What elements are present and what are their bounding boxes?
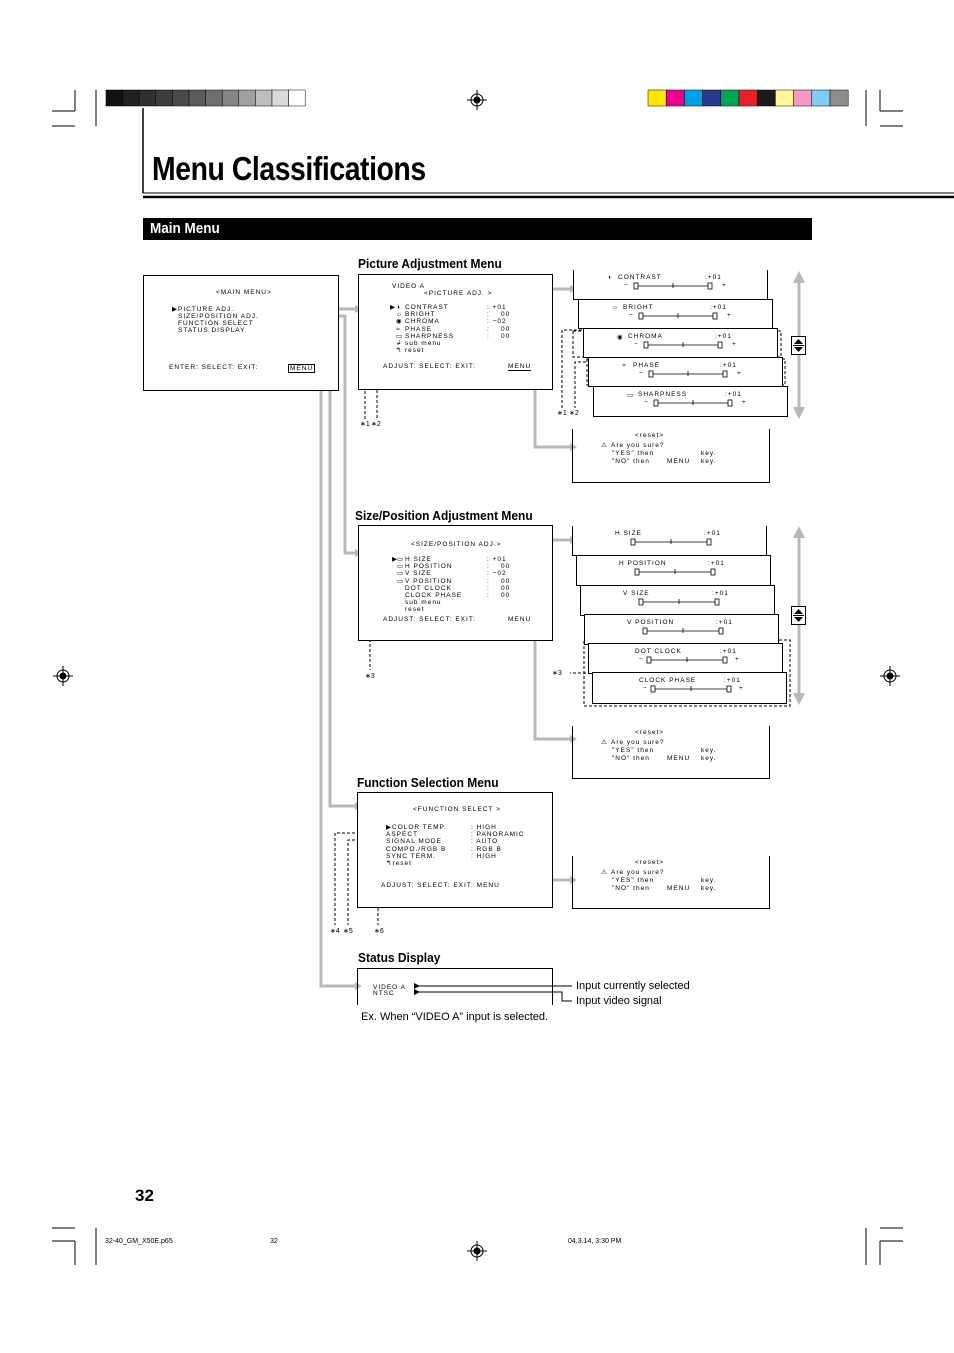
size-menu-exit-key: MENU — [508, 616, 532, 623]
picture-menu-row — [390, 304, 540, 311]
submenu-plus: + — [742, 399, 747, 406]
pointer-icon: ▶ — [392, 556, 398, 563]
size-sub-note: ∗3 — [552, 670, 562, 677]
size-menu-row — [392, 585, 542, 592]
setting-icon: ☼ — [396, 311, 403, 319]
color-swatch — [794, 90, 812, 106]
reset-question: Are you sure? — [611, 442, 665, 449]
slider-track-icon — [585, 615, 586, 616]
picture-menu-row — [390, 333, 540, 340]
picture-menu-row — [390, 326, 540, 333]
main-menu-screen — [143, 275, 339, 391]
submenu-minus: − — [634, 341, 639, 348]
picture-note-2: ∗2 — [371, 421, 381, 428]
picture-menu-source: VIDEO A — [392, 283, 426, 290]
color-swatch — [684, 90, 702, 106]
monitor-icon: ▭ — [397, 563, 405, 571]
size-submenu-row — [576, 555, 771, 586]
setting-label: V SIZE — [405, 570, 432, 578]
monitor-icon: ▭ — [397, 570, 405, 578]
size-reset-dialog — [572, 726, 770, 779]
size-submenu-row — [584, 614, 779, 645]
picture-menu-row — [390, 340, 540, 347]
reset-title: <reset> — [635, 859, 665, 866]
submenu-minus: − — [624, 282, 629, 289]
registration-mark-top — [467, 90, 487, 110]
function-menu-screen — [357, 792, 553, 908]
warning-icon: ⚠ — [601, 869, 608, 876]
submenu-value: :+01 — [704, 530, 721, 537]
picture-scroll-indicator-icon — [791, 336, 806, 355]
reset-question: Are you sure? — [611, 869, 665, 876]
picture-arrowheads — [570, 285, 577, 451]
reset-no-line: "NO" then — [612, 755, 650, 762]
function-menu-row — [386, 824, 546, 831]
pointer-icon: ▶ — [390, 304, 396, 311]
warning-icon: ⚠ — [601, 442, 608, 449]
setting-value: : 00 — [487, 325, 511, 333]
size-menu-row — [392, 599, 542, 606]
footer-file-name: 32-40_GM_X50E.p65 — [105, 1238, 173, 1245]
setting-icon: ◑ — [396, 304, 401, 311]
setting-label: H SIZE — [405, 556, 432, 563]
setting-value: : HIGH — [471, 824, 497, 831]
submenu-plus: + — [727, 312, 732, 319]
size-submenu-row — [572, 526, 767, 556]
function-menu-title: <FUNCTION SELECT > — [413, 806, 501, 813]
grayscale-bar — [106, 90, 305, 106]
main-menu-item-status: STATUS DISPLAY — [178, 327, 246, 334]
setting-value: : −02 — [487, 318, 507, 326]
color-swatch — [739, 90, 757, 106]
setting-label: ASPECT — [386, 831, 419, 839]
picture-sub-note-2: ∗2 — [569, 410, 579, 417]
size-scroll-indicator-icon — [791, 606, 806, 625]
setting-label: sub menu — [405, 599, 442, 607]
submenu-value: :+01 — [712, 590, 729, 597]
setting-label: PHASE — [405, 325, 433, 333]
reset-no-key: key. — [701, 458, 717, 465]
submenu-setting-icon: ☼ — [612, 304, 619, 311]
grayscale-swatch — [272, 90, 289, 106]
setting-value: : 00 — [487, 577, 511, 585]
setting-label: BRIGHT — [405, 311, 436, 319]
slider-track-icon — [574, 270, 575, 271]
setting-label: SHARPNESS — [405, 332, 455, 340]
footer-page: 32 — [270, 1238, 278, 1245]
status-line-2: NTSC — [373, 990, 395, 997]
color-swatch — [703, 90, 721, 106]
reset-yes-key: key. — [701, 877, 717, 884]
main-menu-title: <MAIN MENU> — [216, 289, 272, 296]
submenu-label: SHARPNESS — [638, 391, 688, 398]
submenu-value: :+01 — [720, 648, 737, 655]
picture-menu-screen — [358, 274, 553, 390]
size-submenu-row — [592, 672, 787, 704]
size-menu-footer: ADJUST: SELECT: EXIT: — [383, 616, 476, 623]
picture-menu-row — [390, 347, 540, 354]
setting-value: : 00 — [487, 592, 511, 599]
setting-icon: ↰ — [396, 347, 403, 355]
page-number: 32 — [135, 1186, 154, 1205]
setting-label: reset — [405, 606, 425, 614]
submenu-value: :+01 — [720, 362, 737, 369]
registration-mark-bottom — [467, 1241, 487, 1261]
reset-no-line: "NO" then — [612, 885, 650, 892]
status-section-title: Status Display — [358, 950, 441, 965]
function-note-4: ∗4 — [330, 928, 340, 935]
function-menu-row — [386, 838, 546, 845]
function-menu-row — [386, 846, 546, 853]
grayscale-swatch — [222, 90, 239, 106]
setting-value: : 00 — [487, 311, 511, 319]
main-menu-exit-key: MENU — [290, 365, 314, 372]
picture-menu-exit-key: MENU — [508, 363, 532, 370]
size-menu-row — [392, 578, 542, 585]
reset-yes-line: "YES" then — [612, 747, 655, 754]
function-menu-footer: ADJUST: SELECT: EXIT: MENU — [381, 882, 500, 889]
submenu-setting-icon: ◑ — [607, 274, 612, 281]
status-callout-selected: Input currently selected — [576, 980, 690, 992]
picture-note-1: ∗1 — [360, 421, 370, 428]
submenu-minus: − — [629, 312, 634, 319]
submenu-plus: + — [735, 656, 740, 663]
function-section-title: Function Selection Menu — [357, 775, 499, 790]
grayscale-swatch — [255, 90, 272, 106]
main-menu-heading-bar — [143, 218, 812, 240]
size-menu-row — [392, 606, 542, 613]
monitor-icon: ▭ — [397, 577, 405, 585]
setting-value: : −02 — [487, 570, 507, 578]
picture-reset-dialog — [572, 429, 770, 483]
picture-submenu-chroma — [583, 328, 778, 358]
reset-no-menu-key: MENU — [667, 755, 691, 762]
size-menu-screen — [358, 525, 553, 641]
setting-value: : 00 — [487, 584, 511, 592]
color-swatch — [666, 90, 684, 106]
reset-yes-key: key. — [701, 747, 717, 754]
setting-label: V POSITION — [405, 577, 453, 585]
status-line-1: VIDEO A — [373, 984, 407, 991]
submenu-plus: + — [737, 370, 742, 377]
reset-question: Are you sure? — [611, 739, 665, 746]
setting-value: : +01 — [487, 556, 507, 563]
grayscale-swatch — [139, 90, 156, 106]
submenu-minus: − — [643, 685, 648, 692]
submenu-value: :+01 — [715, 333, 732, 340]
submenu-label: CHROMA — [628, 333, 663, 340]
main-menu-item-size: SIZE/POSITION ADJ. — [178, 313, 259, 320]
color-swatch — [830, 90, 848, 106]
submenu-label: CLOCK PHASE — [639, 677, 697, 684]
grayscale-swatch — [289, 90, 306, 106]
main-menu-item-function: FUNCTION SELECT — [178, 320, 254, 327]
slider-track-icon — [579, 300, 580, 301]
size-menu-row — [392, 570, 542, 577]
submenu-plus: + — [739, 685, 744, 692]
size-menu-row — [392, 563, 542, 570]
picture-submenu-sharpness — [593, 386, 788, 417]
reset-title: <reset> — [635, 432, 665, 439]
color-swatch — [812, 90, 830, 106]
submenu-value: :+01 — [705, 274, 722, 281]
grayscale-swatch — [106, 90, 123, 106]
color-swatch — [721, 90, 739, 106]
size-submenu-row — [588, 643, 783, 674]
setting-icon: ▭ — [396, 332, 404, 340]
function-note-6: ∗6 — [374, 928, 384, 935]
monitor-icon: ▭ — [397, 556, 405, 563]
setting-value: : 00 — [487, 332, 511, 340]
grayscale-swatch — [206, 90, 223, 106]
grayscale-swatch — [189, 90, 206, 106]
grayscale-swatch — [172, 90, 189, 106]
slider-track-icon — [594, 387, 595, 388]
setting-label: CONTRAST — [405, 304, 449, 311]
submenu-label: V POSITION — [627, 619, 675, 626]
reset-yes-key: key. — [701, 450, 717, 457]
main-menu-footer: ENTER: SELECT: EXIT: — [169, 364, 259, 371]
setting-label: CHROMA — [405, 318, 440, 326]
function-menu-row — [386, 853, 546, 860]
warning-icon: ⚠ — [601, 739, 608, 746]
picture-menu-row — [390, 318, 540, 325]
size-menu-title: <SIZE/POSITION ADJ.> — [411, 541, 502, 548]
setting-value: : 00 — [487, 563, 511, 571]
footer-date: 04.3.14, 3:30 PM — [568, 1238, 622, 1245]
slider-track-icon — [589, 358, 590, 359]
submenu-label: BRIGHT — [623, 304, 654, 311]
setting-label: CLOCK PHASE — [405, 592, 463, 599]
size-submenu-row — [580, 585, 775, 616]
setting-label: ▶COLOR TEMP. — [386, 824, 447, 831]
reset-no-key: key. — [701, 885, 717, 892]
registration-mark-right — [880, 666, 900, 686]
setting-value: : RGB B — [471, 845, 502, 853]
submenu-value: :+01 — [716, 619, 733, 626]
slider-track-icon — [584, 329, 585, 330]
setting-value: : +01 — [487, 304, 507, 311]
setting-label: SIGNAL MODE — [386, 838, 442, 846]
reset-yes-line: "YES" then — [612, 450, 655, 457]
setting-icon: ◉ — [396, 318, 403, 326]
setting-value: : HIGH — [471, 852, 497, 860]
submenu-setting-icon: ▭ — [627, 392, 635, 399]
picture-submenu-phase — [588, 357, 783, 387]
registration-mark-left — [53, 666, 73, 686]
submenu-value: :+01 — [725, 391, 742, 398]
size-section-title: Size/Position Adjustment Menu — [355, 508, 533, 523]
reset-no-menu-key: MENU — [667, 885, 691, 892]
reset-title: <reset> — [635, 729, 665, 736]
picture-sub-note-1: ∗1 — [557, 410, 567, 417]
grayscale-swatch — [156, 90, 173, 106]
size-note: ∗3 — [365, 673, 375, 680]
slider-track-icon — [593, 673, 594, 674]
setting-label: reset — [405, 347, 425, 355]
reset-no-menu-key: MENU — [667, 458, 691, 465]
status-callout-signal: Input video signal — [576, 995, 662, 1007]
main-menu-connectors — [243, 309, 355, 986]
picture-submenu-bright — [578, 299, 773, 329]
submenu-minus: − — [639, 656, 644, 663]
picture-menu-title: <PICTURE ADJ. > — [424, 290, 493, 297]
function-menu-row — [386, 860, 546, 867]
color-swatch — [648, 90, 666, 106]
submenu-minus: − — [644, 399, 649, 406]
size-menu-row — [392, 556, 542, 563]
setting-label: DOT CLOCK — [405, 584, 452, 592]
submenu-setting-icon: ◉ — [617, 334, 624, 341]
page-title: Menu Classifications — [152, 150, 426, 187]
color-swatch — [775, 90, 793, 106]
submenu-value: :+01 — [710, 304, 727, 311]
setting-label: SYNC TERM. — [386, 852, 436, 860]
grayscale-swatch — [239, 90, 256, 106]
picture-menu-footer: ADJUST: SELECT: EXIT: — [383, 363, 476, 370]
submenu-plus: + — [722, 282, 727, 289]
submenu-label: H SIZE — [615, 530, 642, 537]
submenu-label: CONTRAST — [618, 274, 662, 281]
size-menu-row — [392, 592, 542, 599]
submenu-label: H POSITION — [619, 560, 667, 567]
slider-track-icon — [589, 644, 590, 645]
submenu-minus: − — [639, 370, 644, 377]
main-menu-heading: Main Menu — [150, 220, 220, 237]
slider-track-icon — [581, 586, 582, 587]
submenu-plus: + — [732, 341, 737, 348]
status-display-screen — [357, 968, 553, 1005]
setting-label: H POSITION — [405, 563, 453, 571]
reset-yes-line: "YES" then — [612, 877, 655, 884]
color-bar — [648, 90, 848, 106]
setting-label: sub menu — [405, 340, 442, 347]
setting-label: ↰reset — [386, 860, 412, 867]
submenu-label: DOT CLOCK — [635, 648, 682, 655]
submenu-setting-icon: ≈ — [622, 362, 627, 369]
reset-no-line: "NO" then — [612, 458, 650, 465]
setting-value: : AUTO — [471, 838, 499, 846]
grayscale-swatch — [123, 90, 140, 106]
function-note-5: ∗5 — [343, 928, 353, 935]
function-reset-dialog — [572, 856, 770, 909]
picture-section-title: Picture Adjustment Menu — [358, 256, 502, 271]
setting-value: : PANORAMIC — [471, 831, 525, 839]
slider-track-icon — [573, 526, 574, 527]
submenu-label: V SIZE — [623, 590, 650, 597]
main-menu-item-picture: ▶PICTURE ADJ. — [172, 306, 235, 313]
picture-menu-row — [390, 311, 540, 318]
reset-no-key: key. — [701, 755, 717, 762]
submenu-value: :+01 — [724, 677, 741, 684]
setting-icon: ≈ — [396, 325, 401, 333]
submenu-value: :+01 — [708, 560, 725, 567]
picture-submenu-contrast — [573, 270, 768, 300]
slider-track-icon — [577, 556, 578, 557]
setting-icon: ↲ — [396, 340, 403, 347]
function-menu-row — [386, 831, 546, 838]
submenu-label: PHASE — [633, 362, 661, 369]
status-example-caption: Ex. When “VIDEO A” input is selected. — [361, 1011, 549, 1023]
color-swatch — [757, 90, 775, 106]
setting-label: COMPO./RGB B — [386, 845, 447, 853]
